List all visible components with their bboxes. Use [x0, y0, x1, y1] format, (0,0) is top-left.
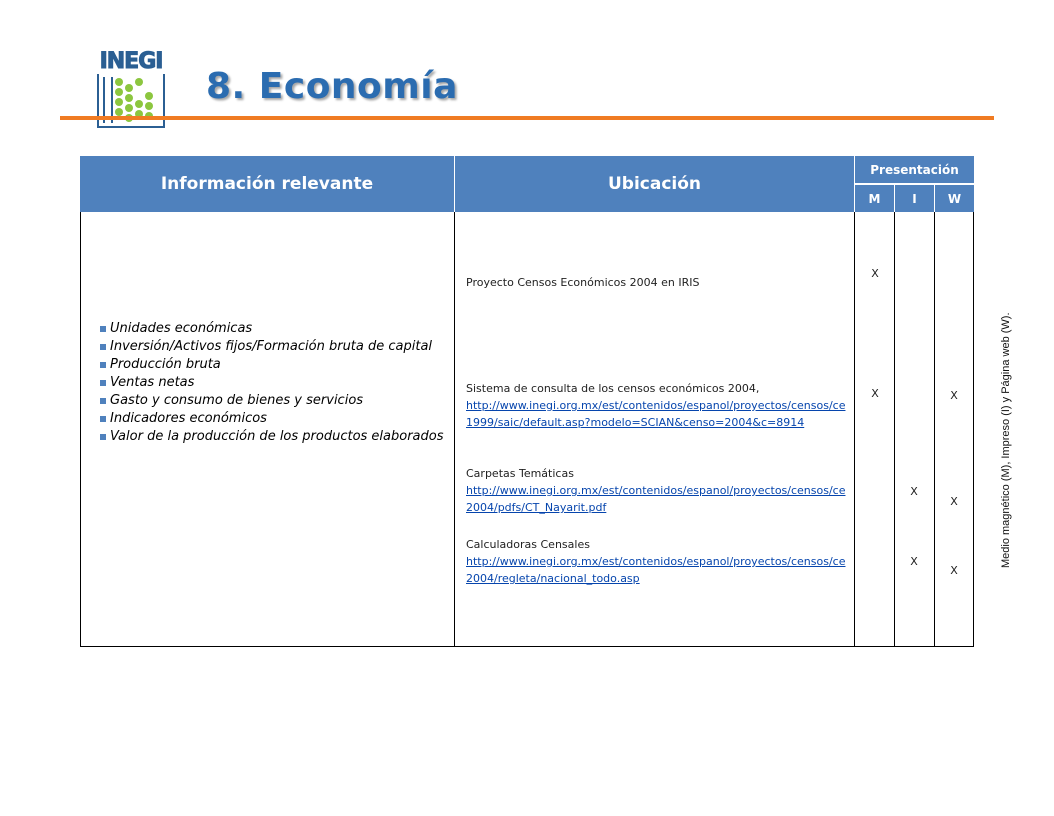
- table-border-right: [973, 212, 974, 647]
- list-item: Indicadores económicos: [100, 410, 446, 428]
- mark-w: X: [950, 495, 958, 508]
- mark-i: X: [910, 485, 918, 498]
- header-presentacion-label: Presentación: [870, 162, 959, 177]
- info-list: [100, 320, 446, 446]
- header-m: [855, 185, 894, 212]
- header-info-relevante: [80, 156, 454, 212]
- list-item: Inversión/Activos fijos/Formación bruta de capital: [100, 338, 446, 356]
- list-item: Producción bruta: [100, 356, 446, 374]
- ubicacion-text: Calculadoras Censales: [466, 538, 590, 551]
- ubicacion-text: Proyecto Censos Económicos 2004 en IRIS: [466, 276, 700, 289]
- ubicacion-entry: [466, 465, 850, 516]
- header-i-label: I: [912, 191, 917, 206]
- mark-m: X: [871, 387, 879, 400]
- list-item: Valor de la producción de los productos elaborados: [100, 428, 446, 446]
- ubicacion-link[interactable]: http://www.inegi.org.mx/est/contenidos/espanol/proyectos/censos/ce2004/pdfs/CT_Nayarit.pdf: [466, 484, 846, 514]
- column-divider: [454, 212, 455, 647]
- logo-text: INEGI: [97, 50, 165, 74]
- ubicacion-entry: [466, 536, 850, 587]
- mark-i: X: [910, 555, 918, 568]
- header-i: [895, 185, 934, 212]
- info-table: [80, 156, 974, 647]
- header-divider: [60, 116, 994, 120]
- ubicacion-text: Carpetas Temáticas: [466, 467, 574, 480]
- ubicacion-text: Sistema de consulta de los censos económicos 2004,: [466, 382, 760, 395]
- header-presentacion: [855, 156, 974, 183]
- column-divider: [894, 212, 895, 647]
- column-divider: [934, 212, 935, 647]
- mark-w: X: [950, 564, 958, 577]
- table-border-left: [80, 212, 81, 647]
- header-w: [935, 185, 974, 212]
- header-w-label: W: [947, 191, 962, 206]
- ubicacion-link[interactable]: http://www.inegi.org.mx/est/contenidos/espanol/proyectos/censos/ce2004/regleta/nacional_todo.asp: [466, 555, 846, 585]
- presentation-legend: Medio magnético (M), Impreso (I) y Página web (W).: [1000, 312, 1012, 568]
- page-title: 8. Economía: [206, 66, 458, 107]
- header-m-label: M: [868, 191, 881, 206]
- ubicacion-link[interactable]: http://www.inegi.org.mx/est/contenidos/espanol/proyectos/censos/ce1999/saic/default.asp?modelo=SCIAN&censo=2004&c=8914: [466, 399, 846, 429]
- ubicacion-entry: [466, 274, 850, 291]
- header-info-label: Información relevante: [160, 174, 374, 194]
- ubicacion-entry: [466, 380, 850, 431]
- list-item: Gasto y consumo de bienes y servicios: [100, 392, 446, 410]
- mark-m: X: [871, 267, 879, 280]
- mark-w: X: [950, 389, 958, 402]
- header-ubicacion-label: Ubicación: [607, 174, 702, 194]
- list-item: Ventas netas: [100, 374, 446, 392]
- header-ubicacion: [455, 156, 854, 212]
- list-item: Unidades económicas: [100, 320, 446, 338]
- column-divider: [854, 212, 855, 647]
